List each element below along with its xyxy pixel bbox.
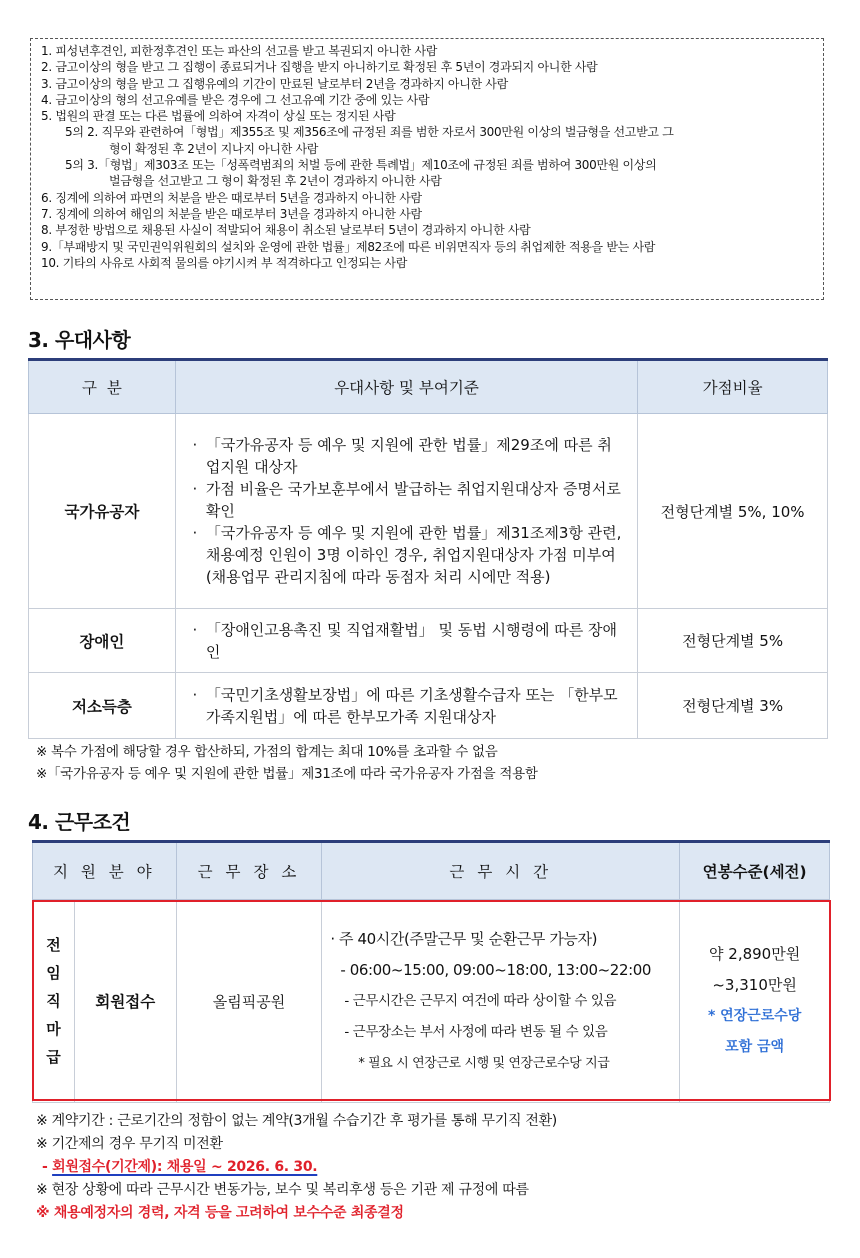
category-cell: 장애인 [29, 609, 176, 673]
fixed-term-detail [36, 1156, 557, 1179]
disqualification-item: 8. 부정한 방법으로 채용된 사실이 적발되어 채용이 취소된 날로부터 5년이 경과하지 아니한 사람 [41, 223, 531, 238]
hours-cell [322, 900, 680, 1103]
bullet-dot-icon: · [192, 436, 198, 454]
table-header-row [29, 360, 828, 414]
column-header: 근 무 시 간 [322, 842, 680, 900]
hours-line: - 06:00~15:00, 09:00~18:00, 13:00~22:00 [340, 960, 652, 979]
bullet-item [184, 684, 623, 728]
disqualification-item: 1. 피성년후견인, 피한정후견인 또는 파산의 선고를 받고 복권되지 아니한 사람 [41, 44, 438, 58]
field-cell: 회원접수 [74, 900, 176, 1103]
disqualification-item: 7. 징계에 의하여 해임의 처분을 받은 때로부터 3년을 경과하지 아니한 사람 [41, 206, 422, 221]
disqualification-item: 10. 기타의 사유로 사회적 물의를 야기시켜 부 적격하다고 인정되는 사람 [41, 255, 407, 270]
employment-type-char: 직 [46, 992, 61, 1010]
disqualification-item: 6. 징계에 의하여 파면의 처분을 받은 때로부터 5년을 경과하지 아니한 사람 [41, 190, 422, 205]
criteria-cell [175, 673, 637, 739]
disqualification-item: 4. 금고이상의 형의 선고유예를 받은 경우에 그 선고유예 기간 중에 있는 사람 [41, 92, 430, 107]
bullet-item [184, 478, 623, 522]
bullet-text: 가점 비율은 국가보훈부에서 발급하는 취업지원대상자 증명서로 확인 [205, 480, 621, 520]
employment-type-char: 임 [46, 964, 61, 982]
category-cell: 국가유공자 [29, 414, 176, 609]
bullet-item [184, 619, 623, 663]
bullet-text: 「국가유공자 등 예우 및 지원에 관한 법률」제31조제3항 관련, 채용예정 인원이 3명 이하인 경우, 취업지원대상자 가점 미부여(채용업무 관리지침에 따라 동점자 처리 시에만 적용) [205, 524, 622, 586]
column-header: 우대사항 및 부여기준 [175, 360, 637, 414]
work-conditions-notes [36, 1110, 557, 1225]
disqualification-subitem [41, 124, 815, 157]
site-note: ※ 현장 상황에 따라 근무시간 변동가능, 보수 및 복리후생 등은 기관 제 규정에 따름 [36, 1182, 529, 1198]
salary-note: * 연장근로수당 [707, 1008, 802, 1024]
bullet-dot-icon: · [192, 620, 198, 639]
bullet-dot-icon: · [192, 685, 198, 704]
disqualification-subitem-line: 형이 확정된 후 2년이 지나지 아니한 사람 [109, 141, 319, 156]
employment-type-char: 급 [46, 1048, 61, 1066]
hours-line: * 필요 시 연장근로 시행 및 연장근로수당 지급 [358, 1055, 610, 1071]
rate-cell: 전형단계별 5%, 10% [638, 414, 828, 609]
criteria-cell [175, 414, 637, 609]
table-row [33, 900, 830, 1103]
rate-cell: 전형단계별 5% [638, 609, 828, 673]
section-title-work-conditions: 4. 근무조건 [28, 810, 131, 834]
rate-cell: 전형단계별 3% [638, 673, 828, 739]
fixed-term-note: ※ 기간제의 경우 무기직 미전환 [36, 1136, 223, 1152]
final-salary-note: ※ 채용예정자의 경력, 자격 등을 고려하여 보수수준 최종결정 [36, 1205, 404, 1221]
bullet-item [184, 522, 623, 588]
fixed-term-dash: - [42, 1159, 53, 1175]
table-row [29, 414, 828, 609]
salary-note: 포함 금액 [725, 1039, 785, 1055]
bullet-dot-icon: · [192, 480, 198, 498]
disqualification-box [30, 38, 824, 300]
salary-range-line: ~3,310만원 [712, 976, 797, 994]
employment-type-char: 전 [46, 936, 61, 954]
hours-line: - 근무시간은 근무지 여건에 따라 상이할 수 있음 [344, 992, 617, 1009]
criteria-cell [175, 609, 637, 673]
bullet-text: 「장애인고용촉진 및 직업재활법」 및 동법 시행령에 따른 장애인 [205, 620, 617, 661]
disqualification-subitem-line: 5의 3.「형법」제303조 또는「성폭력범죄의 처벌 등에 관한 특례법」제10조에 규정된 죄를 범하여 300만원 이상의 [65, 158, 657, 173]
table-row [29, 609, 828, 673]
disqualification-subitem-line: 벌금형을 선고받고 그 형이 확정된 후 2년이 경과하지 아니한 사람 [109, 174, 442, 189]
bullet-item [184, 434, 623, 478]
disqualification-item: 9.「부패방지 및 국민권익위원회의 설치와 운영에 관한 법률」제82조에 따른 비위면직자 등의 취업제한 적용을 받는 사람 [41, 239, 656, 254]
employment-type-cell [33, 900, 75, 1103]
column-header: 지 원 분 야 [33, 842, 177, 900]
contract-note: ※ 계약기간 : 근로기간의 정함이 없는 계약(3개월 수습기간 후 평가를 통해 무기직 전환) [36, 1113, 557, 1129]
work-conditions-table [32, 840, 830, 1103]
salary-cell [680, 900, 830, 1103]
category-cell: 저소득층 [29, 673, 176, 739]
table-row [29, 673, 828, 739]
hours-line: - 근무장소는 부서 사정에 따라 변동 될 수 있음 [344, 1023, 608, 1040]
disqualification-item: 3. 금고이상의 형을 받고 그 집행유예의 기간이 만료된 날로부터 2년을 경과하지 아니한 사람 [41, 76, 508, 91]
disqualification-item: 5. 법원의 판결 또는 다른 법률에 의하여 자격이 상실 또는 정지된 사람 [41, 109, 396, 124]
bullet-text: 「국민기초생활보장법」에 따른 기초생활수급자 또는 「한부모가족지원법」에 따른 한부모가족 지원대상자 [205, 685, 618, 726]
section-title-preferences: 3. 우대사항 [28, 328, 131, 352]
preference-table [28, 358, 828, 739]
column-header: 근 무 장 소 [176, 842, 322, 900]
bullet-dot-icon: · [192, 524, 198, 542]
disqualification-item: 2. 금고이상의 형을 받고 그 집행이 종료되거나 집행을 받지 아니하기로 확정된 후 5년이 경과되지 아니한 사람 [41, 60, 598, 75]
column-header: 구 분 [29, 360, 176, 414]
column-header: 가점비율 [638, 360, 828, 414]
disqualification-subitem [41, 157, 815, 190]
bullet-text: 「국가유공자 등 예우 및 지원에 관한 법률」제29조에 따른 취업지원 대상자 [205, 436, 612, 476]
table-header-row [33, 842, 830, 900]
place-cell: 올림픽공원 [176, 900, 322, 1103]
preference-note: ※「국가유공자 등 예우 및 지원에 관한 법률」제31조에 따라 국가유공자 가점을 적용함 [36, 766, 538, 782]
hours-line: · 주 40시간(주말근무 및 순환근무 가능자) [330, 929, 598, 948]
preference-note: ※ 복수 가점에 해당할 경우 합산하되, 가점의 합계는 최대 10%를 초과할 수 없음 [36, 744, 498, 760]
fixed-term-period: 회원접수(기간제): 채용일 ~ 2026. 6. 30. [52, 1159, 318, 1175]
disqualification-subitem-line: 5의 2. 직무와 관련하여「형법」제355조 및 제356조에 규정된 죄를 범한 자로서 300만원 이상의 벌금형을 선고받고 그 [65, 125, 674, 140]
employment-type-char: 마 [46, 1020, 61, 1038]
column-header: 연봉수준(세전) [680, 842, 830, 900]
salary-range-line: 약 2,890만원 [709, 945, 801, 963]
